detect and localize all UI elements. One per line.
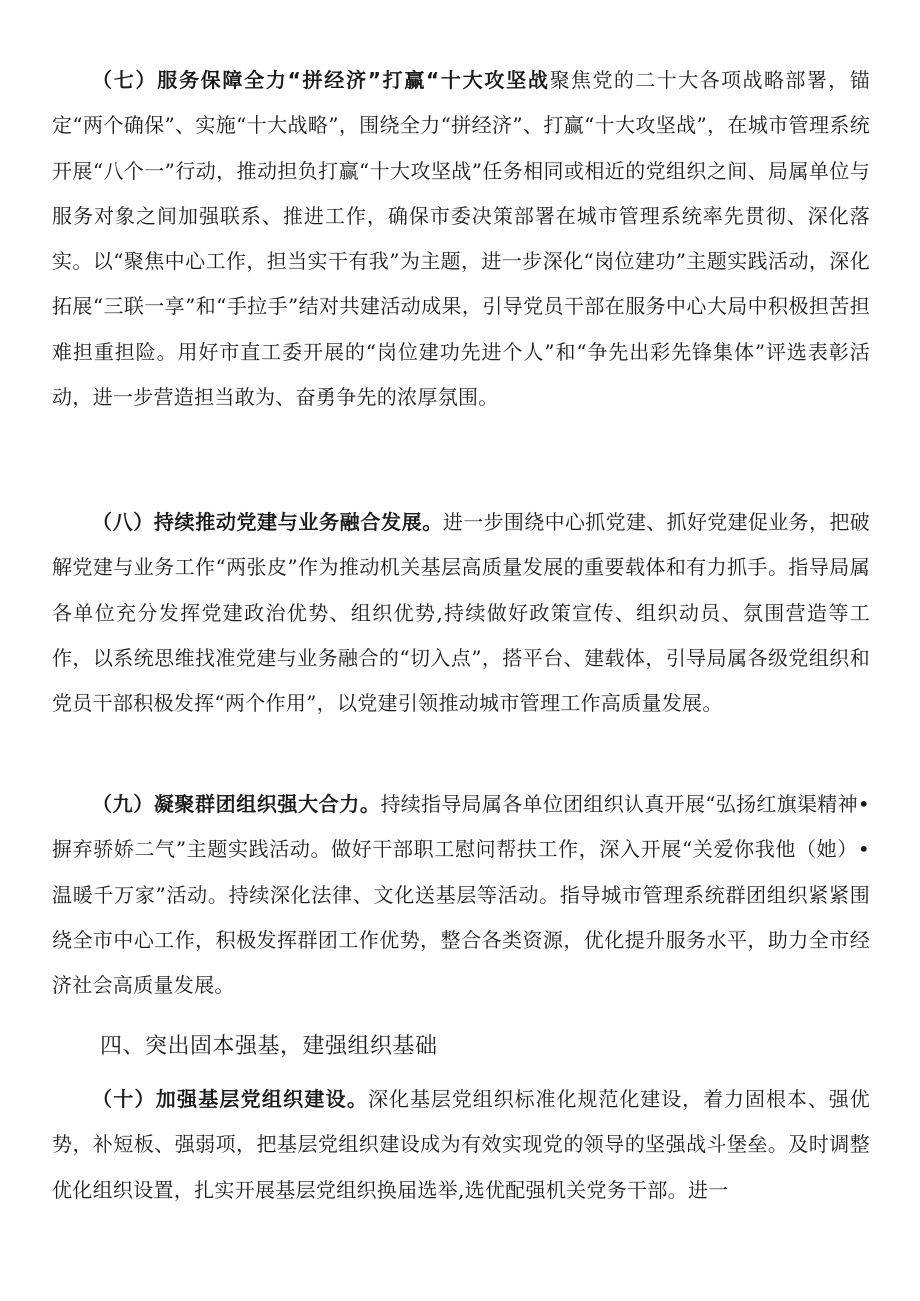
paragraph-8-lead: （八）持续推动党建与业务融合发展。 [92,510,443,534]
paragraph-10-lead: （十）加强基层党组织建设。 [92,1087,369,1111]
paragraph-9-lead: （九）凝聚群团组织强大合力。 [92,792,381,816]
paragraph-9-body: 持续指导局属各单位团组织认真开展“弘扬红旗渠精神•摒弃骄娇二气”主题实践活动。做好干部职工慰问帮扶工作，深入开展“关爱你我他（她）•温暖千万家”活动。持续深化法律、文化送基层等活动。指导城市管理系统群团组织紧紧围绕全市中心工作，积极发挥群团工作优势，整合各类资源，优化提升服务水平，助力全市经济社会高质量发展。 [52,792,870,998]
paragraph-10-body: 深化基层党组织标准化规范化建设，着力固根本、强优势，补短板、强弱项，把基层党组织建设成为有效实现党的领导的坚强战斗堡垒。及时调整优化组织设置，扎实开展基层党组织换届选举,选优配强机关党务干部。进一 [52,1087,870,1202]
paragraph-10 [52,1077,870,1213]
paragraph-7-body: 聚焦党的二十大各项战略部署，锚定“两个确保”、实施“十大战略”，围绕全力“拼经济”、打赢“十大攻坚战”，在城市管理系统开展“八个一”行动，推动担负打赢“十大攻坚战”任务相同或相近的党组织之间、局属单位与服务对象之间加强联系、推进工作，确保市委决策部署在城市管理系统率先贯彻、深化落实。以“聚焦中心工作，担当实干有我”为主题，进一步深化“岗位建功”主题实践活动，深化拓展“三联一享”和“手拉手”结对共建活动成果，引导党员干部在服务中心大局中积极担苦担难担重担险。用好市直工委开展的“岗位建功先进个人”和“争先出彩先锋集体”评选表彰活动，进一步营造担当敢为、奋勇争先的浓厚氛围。 [52,68,870,410]
paragraph-8-body: 进一步围绕中心抓党建、抓好党建促业务，把破解党建与业务工作“两张皮”作为推动机关基层高质量发展的重要载体和有力抓手。指导局属各单位充分发挥党建政治优势、组织优势,持续做好政策宣传、组织动员、氛围营造等工作，以系统思维找准党建与业务融合的“切入点”，搭平台、建载体，引导局属各级党组织和党员干部积极发挥“两个作用”，以党建引领推动城市管理工作高质量发展。 [52,510,870,716]
paragraph-7-lead: （七）服务保障全力“拼经济”打赢“十大攻坚战 [92,68,550,92]
section-heading-4: 四、突出固本强基，建强组织基础 [100,1034,438,1059]
paragraph-7 [52,58,870,420]
paragraph-9 [52,782,870,1008]
paragraph-8 [52,500,870,726]
